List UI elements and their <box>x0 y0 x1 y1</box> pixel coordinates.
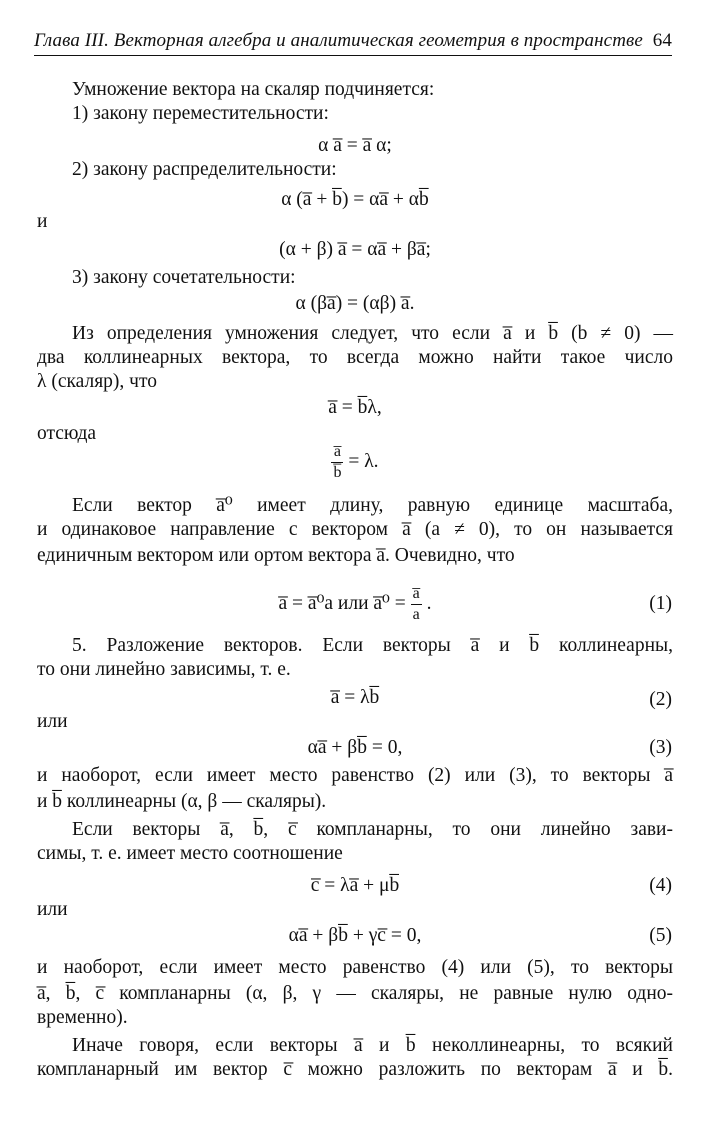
equation-number: (5) <box>649 925 672 946</box>
fraction-denominator: b̅ <box>333 464 342 482</box>
text-line: и b̅ коллинеарны (α, β — скаляры). <box>37 791 327 812</box>
equation-number: (3) <box>649 737 672 758</box>
fraction-numerator: a̅ <box>331 442 343 463</box>
text-line: 2) закону распределительности: <box>72 159 337 180</box>
text-line: два коллинеарных вектора, то всегда можно найти такое число <box>37 347 673 368</box>
formula: a̅ = b̅λ, <box>328 397 382 418</box>
text-line: и одинаковое направление с вектором a̅ (a ≠ 0), то он называется <box>37 519 673 540</box>
fraction <box>331 442 343 483</box>
text-line: единичным вектором или ортом вектора a̅. Очевидно, что <box>37 545 515 566</box>
text-line: симы, т. е. имеет место соотношение <box>37 843 343 864</box>
text-line: компланарный им вектор c̅ можно разложить по векторам a̅ и b̅. <box>37 1059 673 1080</box>
formula <box>0 582 710 626</box>
text-line: 3) закону сочетательности: <box>72 267 296 288</box>
formula: αa̅ + βb̅ + γc̅ = 0, <box>288 925 422 946</box>
formula: α a̅ = a̅ α; <box>318 135 392 156</box>
text-line: и наоборот, если имеет место равенство (2) или (3), то векторы a̅ <box>37 765 673 786</box>
equation-number: (1) <box>649 593 672 614</box>
formula: α (βa̅) = (αβ) a̅. <box>295 293 415 314</box>
text-line: и наоборот, если имеет место равенство (4) или (5), то векторы <box>37 957 673 978</box>
text-line: то они линейно зависимы, т. е. <box>37 659 291 680</box>
text-line: Из определения умножения следует, что если a̅ и b̅ (b ≠ 0) — <box>72 323 673 344</box>
formula: (α + β) a̅ = αa̅ + βa̅; <box>279 239 431 260</box>
formula-lhs: a̅ = a̅⁰a или a̅⁰ = <box>278 593 406 614</box>
text-line: Если векторы a̅, b̅, c̅ компланарны, то они линейно зави- <box>72 819 673 840</box>
equation-number: (4) <box>649 875 672 896</box>
text-line: и <box>37 211 48 232</box>
page-number: 64 <box>652 30 672 51</box>
formula-rhs: = λ. <box>348 451 379 472</box>
formula: a̅ = λb̅ <box>330 687 380 708</box>
text-line: Умножение вектора на скаляр подчиняется: <box>72 79 435 100</box>
text-line: или <box>37 711 68 732</box>
text-line: λ (скаляр), что <box>37 371 157 392</box>
text-line: временно). <box>37 1007 128 1028</box>
text-line: 5. Разложение векторов. Если векторы a̅ и b̅ коллинеарны, <box>72 635 673 656</box>
text-line: 1) закону переместительности: <box>72 103 329 124</box>
formula: α (a̅ + b̅) = αa̅ + αb̅ <box>281 189 429 210</box>
equation-number: (2) <box>649 689 672 710</box>
fraction-denominator: a <box>412 606 420 624</box>
formula: c̅ = λa̅ + μb̅ <box>310 875 400 896</box>
text-line: Если вектор a̅⁰ имеет длину, равную единице масштаба, <box>72 495 673 516</box>
formula <box>0 440 710 484</box>
text-line: Иначе говоря, если векторы a̅ и b̅ неколлинеарны, то всякий <box>72 1035 673 1056</box>
fraction-numerator: a̅ <box>411 584 422 605</box>
fraction <box>411 584 422 625</box>
formula: αa̅ + βb̅ = 0, <box>307 737 403 758</box>
text-line: или <box>37 899 68 920</box>
text-line: отсюда <box>37 423 97 444</box>
formula-end: . <box>426 593 432 614</box>
chapter-title: Глава III. Векторная алгебра и аналитическая геометрия в пространстве <box>34 30 643 51</box>
running-header <box>34 30 672 56</box>
text-line: a̅, b̅, c̅ компланарны (α, β, γ — скаляры, не равные нулю одно- <box>37 983 673 1004</box>
